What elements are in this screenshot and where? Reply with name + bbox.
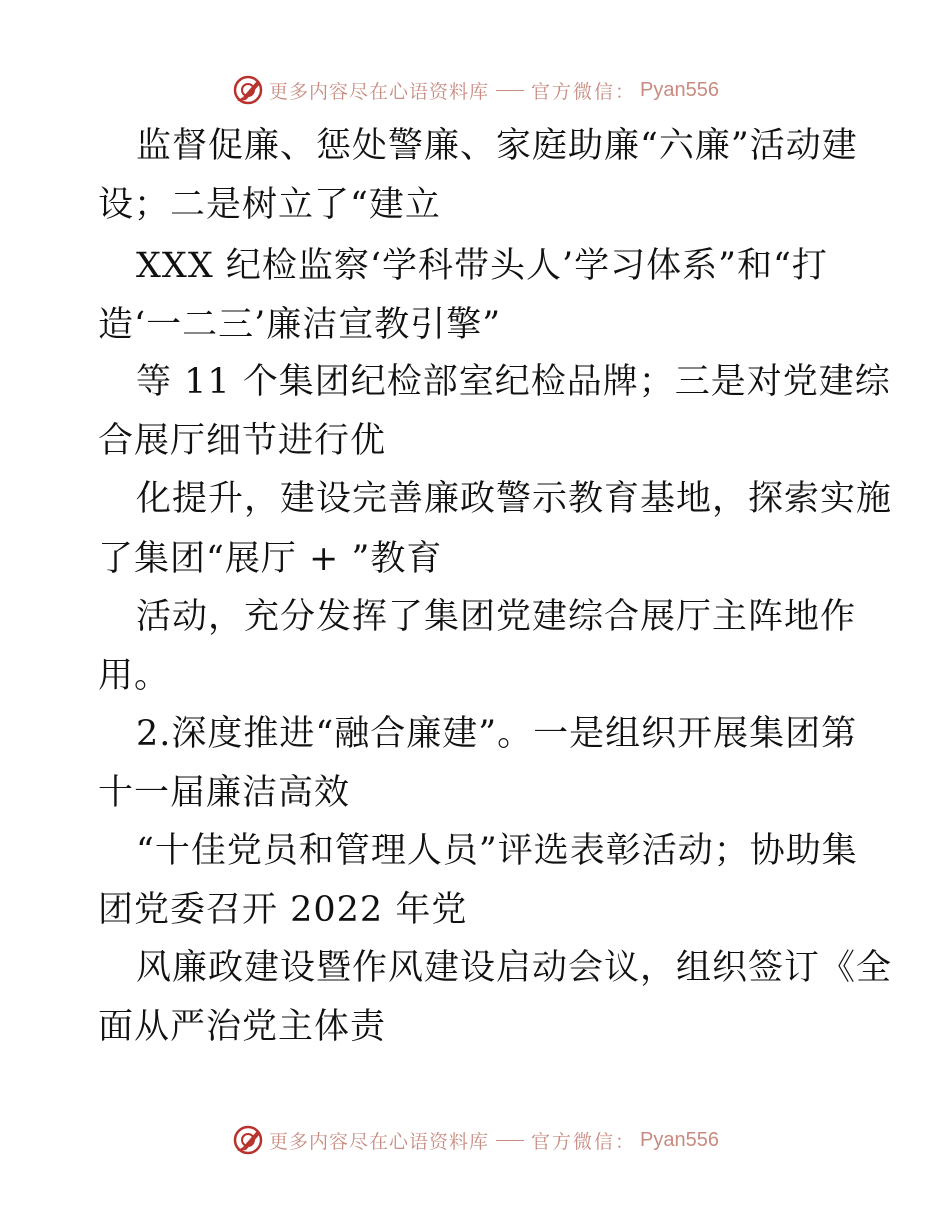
- brand-logo-icon: [231, 73, 265, 107]
- watermark-official: 官方微信：: [531, 80, 637, 103]
- watermark-dash: [496, 90, 524, 91]
- header-watermark: [0, 70, 950, 110]
- text-line: 2.深度推进“融合廉建”。一是组织开展集团第: [136, 714, 858, 754]
- footer-watermark: [0, 1120, 950, 1160]
- text-line: 十一届廉洁高效: [98, 773, 351, 813]
- text-line: 等 11 个集团纪检部室纪检品牌；三是对党建综: [136, 362, 891, 402]
- text-line: 设；二是树立了“建立: [98, 185, 441, 225]
- text-line: 团党委召开 2022 年党: [98, 890, 468, 930]
- watermark-id: Pyan556: [640, 1128, 719, 1151]
- watermark-dash: [496, 1140, 524, 1141]
- text-line: 监督促廉、惩处警廉、家庭助廉“六廉”活动建: [136, 126, 858, 166]
- text-line: “十佳党员和管理人员”评选表彰活动；协助集: [136, 831, 858, 871]
- watermark-official: 官方微信：: [531, 1130, 637, 1153]
- text-line: 面从严治党主体责: [98, 1007, 387, 1047]
- text-line: XXX 纪检监察‘学科带头人’学习体系”和“打: [136, 246, 828, 286]
- brand-logo-icon: [231, 1123, 265, 1157]
- text-line: 合展厅细节进行优: [98, 421, 387, 461]
- text-line: 用。: [98, 656, 171, 696]
- text-line: 造‘一二三’廉洁宣教引擎”: [98, 305, 502, 345]
- text-line: 风廉政建设暨作风建设启动会议，组织签订《全: [136, 948, 893, 988]
- text-line: 化提升，建设完善廉政警示教育基地，探索实施: [136, 479, 893, 519]
- watermark-id: Pyan556: [640, 78, 719, 101]
- watermark-brand: 更多内容尽在心语资料库: [269, 1130, 490, 1153]
- watermark-brand: 更多内容尽在心语资料库: [269, 80, 490, 103]
- text-line: 活动，充分发挥了集团党建综合展厅主阵地作: [136, 597, 857, 637]
- text-line: 了集团“展厅 + ”教育: [98, 539, 443, 579]
